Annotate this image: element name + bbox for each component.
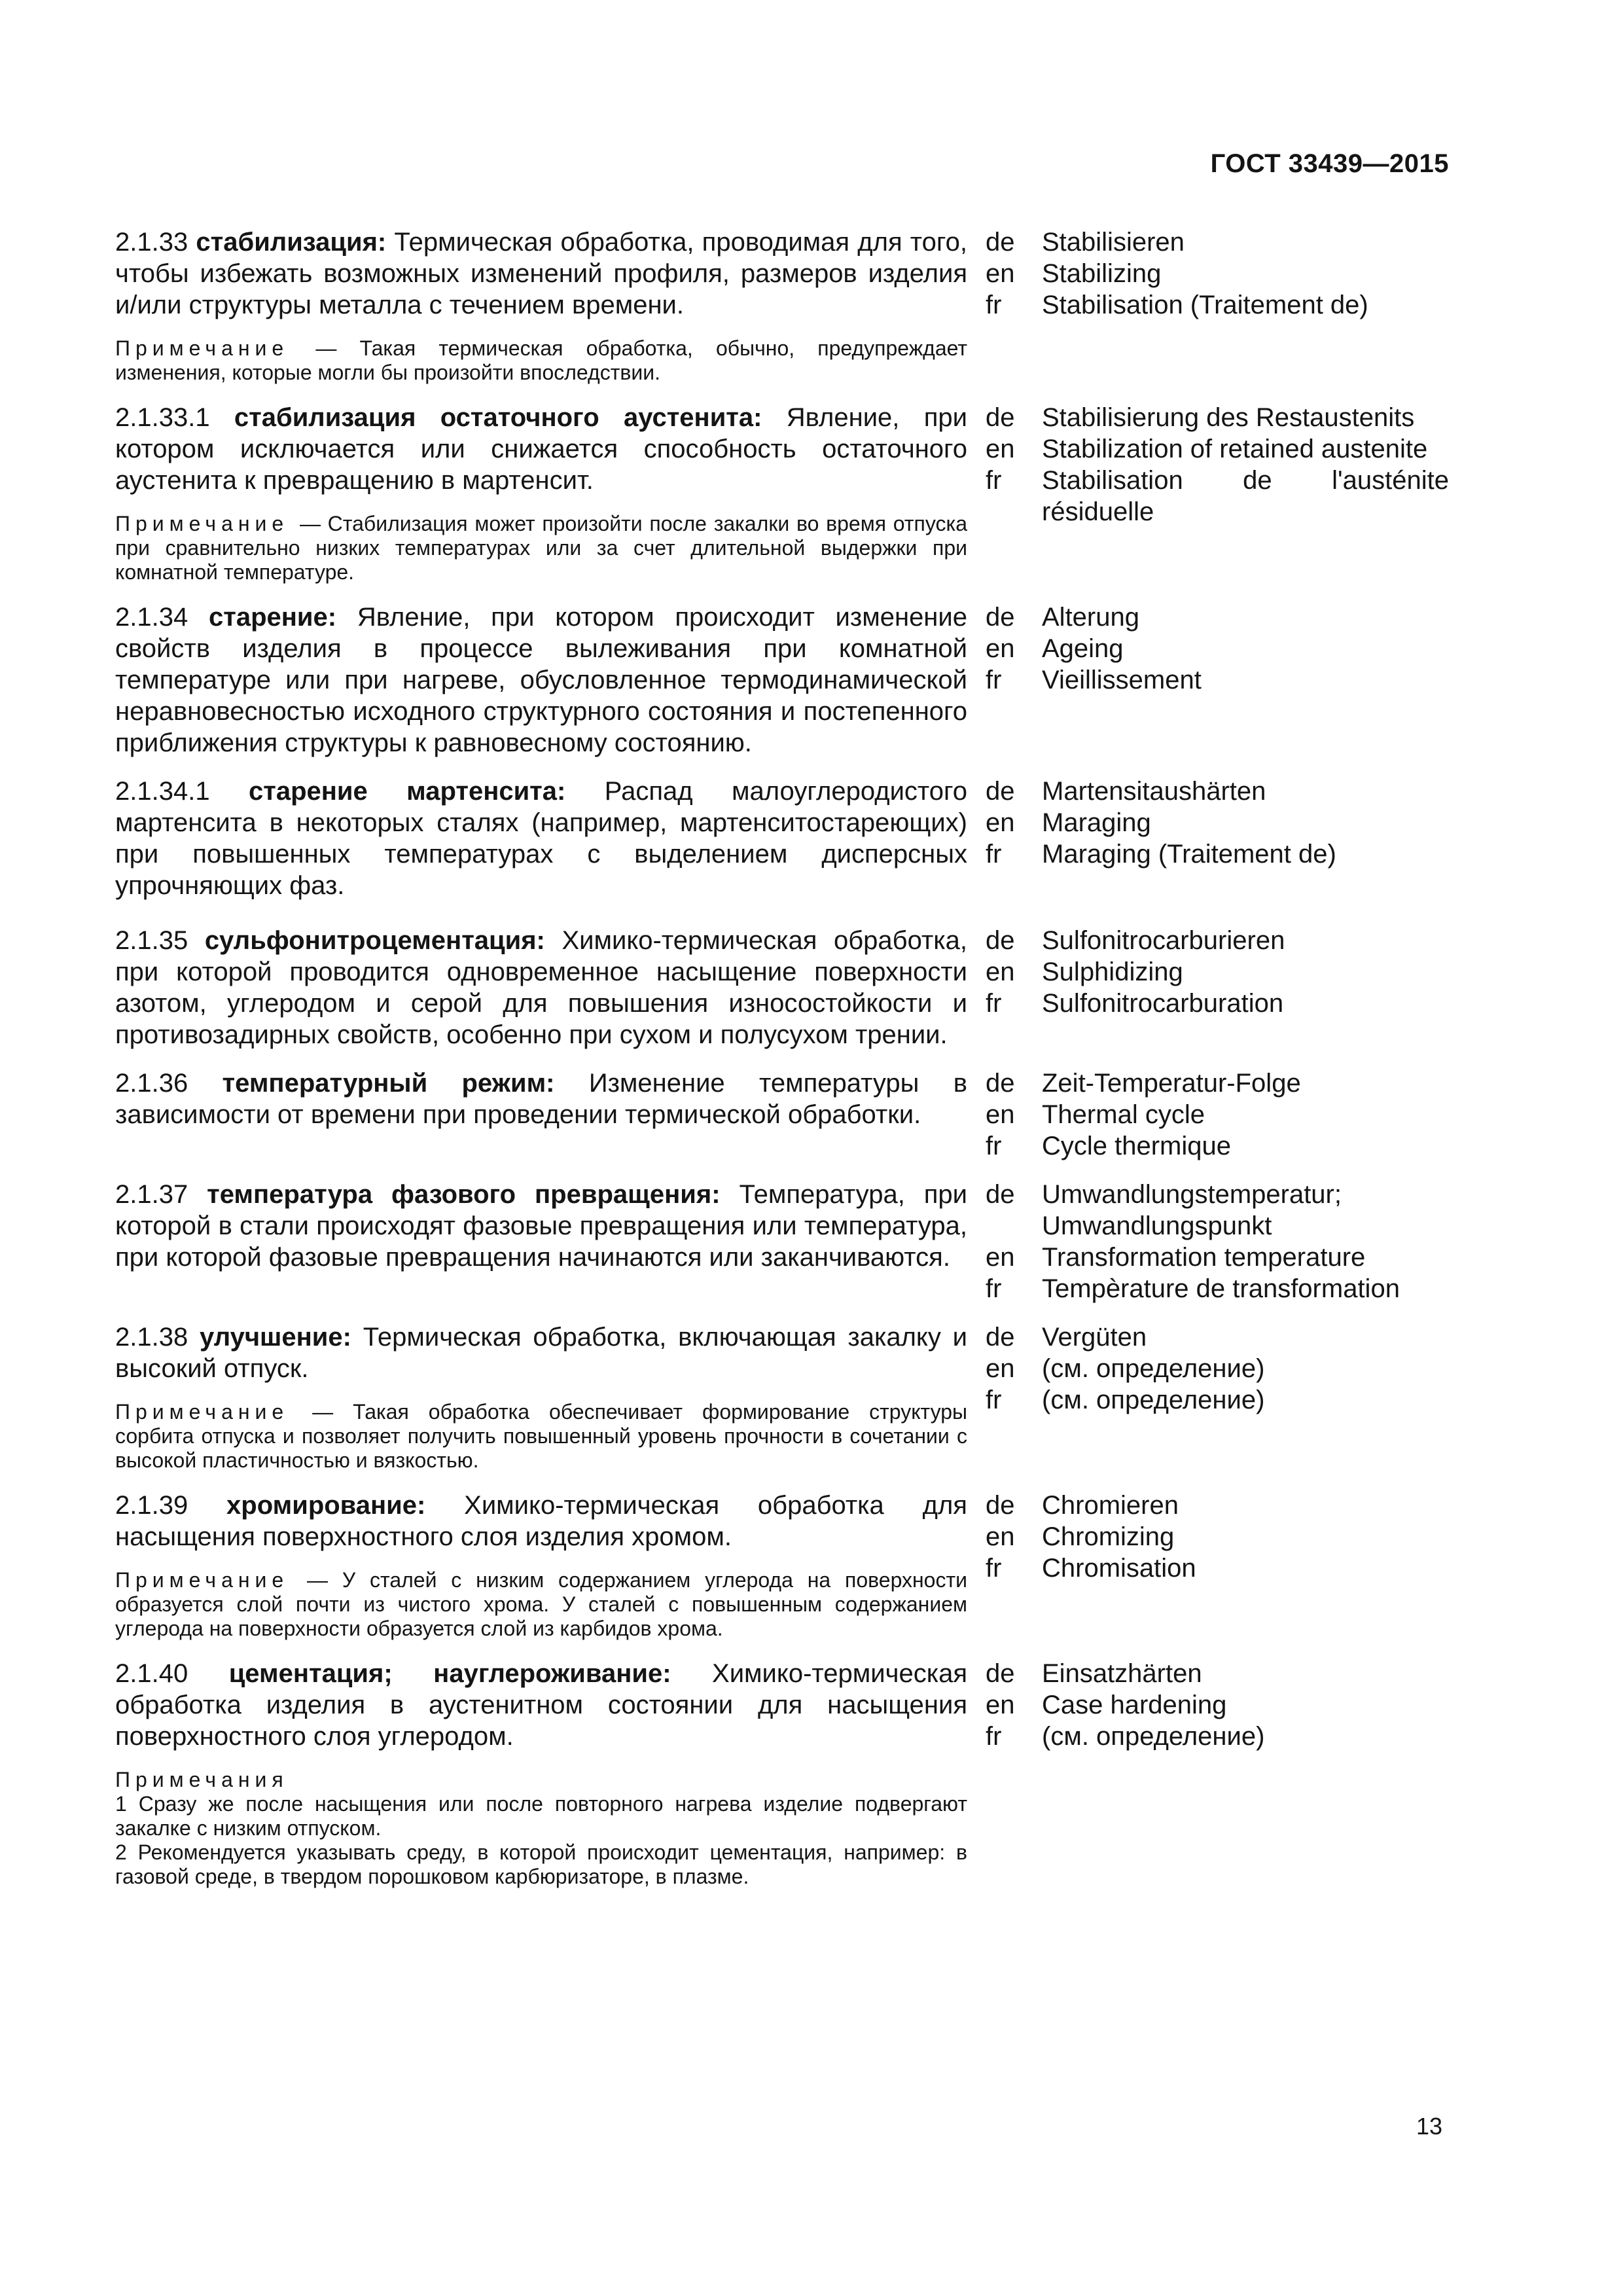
equivalent-de <box>967 1658 1449 1689</box>
equivalent-en <box>967 1689 1449 1721</box>
equivalent-fr <box>967 1273 1449 1304</box>
lang-code: de <box>986 1323 1015 1352</box>
term-title: сульфонитроцементация: <box>204 926 545 955</box>
lang-code: en <box>986 1354 1015 1383</box>
lang-code: de <box>986 603 1015 632</box>
term-title: стабилизация остаточного аустенита: <box>234 403 762 432</box>
equivalent-de <box>967 1179 1449 1242</box>
equivalent-de <box>967 1321 1449 1353</box>
term-title: температура фазового превращения: <box>207 1180 721 1209</box>
equivalent-term: Stabilisierung des Restaustenits <box>1042 403 1415 432</box>
term-entry-2-1-40 <box>115 1658 1449 1889</box>
lang-code: fr <box>986 989 1002 1018</box>
equivalent-de <box>967 226 1449 258</box>
equivalent-term: Martensitaushärten <box>1042 777 1266 806</box>
equivalent-term: Stabilisieren <box>1042 228 1185 257</box>
equivalent-term: Chromisation <box>1042 1554 1196 1583</box>
equivalent-term: Tempèrature de transformation <box>1042 1274 1400 1303</box>
definition <box>115 1321 967 1384</box>
term-number: 2.1.37 <box>115 1180 188 1209</box>
definition-column <box>115 925 967 1050</box>
equivalent-term: Transformation temperature <box>1042 1243 1366 1272</box>
equivalent-fr <box>967 1552 1449 1584</box>
term-title: температурный режим: <box>222 1069 555 1098</box>
equivalent-term: (см. определение) <box>1042 1354 1265 1383</box>
lang-code: en <box>986 808 1015 837</box>
definition-text: Распад малоуглеродистого мартенсита в некоторых сталях (например, мартенситостареющих) при повышенных температурах с выделением дисперсных упрочняющих фаз. <box>115 777 967 900</box>
definition-column <box>115 776 967 901</box>
definition <box>115 601 967 759</box>
definition-text: Термическая обработка, проводимая для того, чтобы избежать возможных изменений профиля, размеров изделия и/или структуры металла с течением времени. <box>115 228 967 319</box>
equivalent-term: (см. определение) <box>1042 1722 1265 1751</box>
note <box>115 336 967 385</box>
equivalent-term: Stabilisation (Traitement de) <box>1042 291 1368 319</box>
note <box>115 1400 967 1473</box>
lang-code: de <box>986 1659 1015 1688</box>
note-text: — Такая обработка обеспечивает формирование структуры сорбита отпуска и позволяет получить повышенный уровень прочности в сочетании с высокой пластичностью и вязкостью. <box>115 1400 968 1472</box>
equivalent-en <box>967 1099 1449 1130</box>
lang-code: de <box>986 403 1015 432</box>
equivalent-term: Zeit-Temperatur-Folge <box>1042 1069 1301 1098</box>
equivalent-term: Maraging (Traitement de) <box>1042 840 1336 869</box>
equivalent-term: Sulfonitrocarburieren <box>1042 926 1285 955</box>
term-title: стабилизация: <box>196 228 387 257</box>
note <box>115 1568 967 1641</box>
definition <box>115 1658 967 1752</box>
equivalents-column <box>967 925 1449 1050</box>
equivalent-en <box>967 1521 1449 1552</box>
lang-code: fr <box>986 666 1002 694</box>
lang-code: en <box>986 435 1015 463</box>
definition-text: Химико-термическая обработка, при которой проводится одновременное насыщение поверхности азотом, углеродом и серой для повышения износостойкости и противозадирных свойств, особенно при сухом и полусухом трении. <box>115 926 967 1049</box>
definition <box>115 1490 967 1552</box>
note-text: — У сталей с низким содержанием углерода на поверхности образуется слой почти из чистого хрома. У сталей с повышенным содержанием углерода на поверхности образуется слой из карбидов хрома. <box>115 1568 968 1640</box>
lang-code: en <box>986 1243 1015 1272</box>
term-entry-2-1-33 <box>115 226 1449 385</box>
lang-code: de <box>986 926 1015 955</box>
lang-code: en <box>986 958 1015 986</box>
definition-text: Явление, при котором исключается или снижается способность остаточного аустенита к превращению в мартенсит. <box>115 403 967 495</box>
equivalent-en <box>967 1353 1449 1384</box>
term-title: хромирование: <box>226 1491 426 1520</box>
term-number: 2.1.34 <box>115 603 188 632</box>
definition <box>115 776 967 901</box>
equivalents-column <box>967 1067 1449 1162</box>
lang-code: fr <box>986 1274 1002 1303</box>
lang-code: de <box>986 777 1015 806</box>
equivalent-term: Einsatzhärten <box>1042 1659 1202 1688</box>
definition-column <box>115 402 967 584</box>
equivalent-fr <box>967 289 1449 321</box>
equivalent-de <box>967 1067 1449 1099</box>
definition-text: Изменение температуры в зависимости от времени при проведении термической обработки. <box>115 1069 967 1129</box>
definition-column <box>115 1179 967 1304</box>
note-item-1: 1 Сразу же после насыщения или после повторного нагрева изделие подвергают закалке с низким отпуском. <box>115 1792 967 1840</box>
lang-code: en <box>986 1522 1015 1551</box>
note-item-2: 2 Рекомендуется указывать среду, в которой происходит цементация, например: в газовой среде, в твердом порошковом карбюризаторе, в плазме. <box>115 1840 967 1888</box>
lang-code: fr <box>986 1386 1002 1414</box>
terms-content <box>115 226 1449 1889</box>
definition <box>115 226 967 321</box>
note-label: Примечание <box>115 1568 289 1592</box>
definition-text: Термическая обработка, включающая закалку и высокий отпуск. <box>115 1323 967 1383</box>
term-number: 2.1.35 <box>115 926 188 955</box>
term-entry-2-1-35 <box>115 925 1449 1050</box>
lang-code: en <box>986 1691 1015 1719</box>
equivalent-term: Stabilisation de l'austénite résiduelle <box>1042 466 1449 526</box>
equivalents-column <box>967 402 1449 584</box>
note-text: — Стабилизация может произойти после закалки во время отпуска при сравнительно низких температурах или за счет длительной выдержки при комнатной температуре. <box>115 512 968 584</box>
equivalent-term: Vergüten <box>1042 1323 1147 1352</box>
equivalent-de <box>967 776 1449 807</box>
definition-column <box>115 1658 967 1889</box>
equivalents-column <box>967 601 1449 759</box>
definition <box>115 925 967 1050</box>
term-entry-2-1-34-1 <box>115 776 1449 901</box>
equivalent-term: Chromizing <box>1042 1522 1175 1551</box>
term-number: 2.1.33 <box>115 228 188 257</box>
equivalent-en <box>967 633 1449 664</box>
equivalent-term: Thermal cycle <box>1042 1100 1205 1129</box>
equivalent-fr <box>967 664 1449 696</box>
term-number: 2.1.34.1 <box>115 777 210 806</box>
lang-code: fr <box>986 1132 1002 1160</box>
definition <box>115 402 967 496</box>
equivalent-term: (см. определение) <box>1042 1386 1265 1414</box>
equivalent-fr <box>967 1721 1449 1752</box>
term-title: улучшение: <box>199 1323 351 1352</box>
term-title: старение мартенсита: <box>248 777 566 806</box>
term-entry-2-1-36 <box>115 1067 1449 1162</box>
equivalents-column <box>967 1490 1449 1641</box>
equivalent-term: Vieillissement <box>1042 666 1202 694</box>
equivalent-fr <box>967 465 1449 528</box>
equivalents-column <box>967 1321 1449 1473</box>
term-title: старение: <box>208 603 337 632</box>
lang-code: fr <box>986 840 1002 869</box>
equivalent-fr <box>967 988 1449 1019</box>
definition-column <box>115 601 967 759</box>
note-label: Примечание <box>115 1400 289 1424</box>
lang-code: de <box>986 1180 1015 1209</box>
note-text: — Такая термическая обработка, обычно, предупреждает изменения, которые могли бы произойти впоследствии. <box>115 336 968 384</box>
term-number: 2.1.36 <box>115 1069 188 1098</box>
equivalent-fr <box>967 838 1449 870</box>
equivalent-term: Stabilization of retained austenite <box>1042 435 1428 463</box>
equivalents-column <box>967 226 1449 385</box>
equivalent-term: Umwandlungstemperatur; Umwandlungspunkt <box>1042 1180 1342 1240</box>
equivalent-term: Cycle thermique <box>1042 1132 1232 1160</box>
lang-code: en <box>986 634 1015 663</box>
equivalent-en <box>967 807 1449 838</box>
definition-column <box>115 1067 967 1162</box>
equivalent-de <box>967 925 1449 956</box>
definition <box>115 1179 967 1273</box>
lang-code: en <box>986 259 1015 288</box>
definition-text: Химико-термическая обработка изделия в аустенитном состоянии для насыщения поверхностного слоя углеродом. <box>115 1659 967 1751</box>
equivalent-term: Sulfonitrocarburation <box>1042 989 1284 1018</box>
equivalent-term: Sulphidizing <box>1042 958 1183 986</box>
equivalent-de <box>967 1490 1449 1521</box>
term-number: 2.1.40 <box>115 1659 188 1688</box>
equivalents-column <box>967 776 1449 901</box>
equivalent-fr <box>967 1384 1449 1416</box>
equivalent-en <box>967 1242 1449 1273</box>
term-number: 2.1.39 <box>115 1491 188 1520</box>
definition-text: Температура, при которой в стали происходят фазовые превращения или температура, при которой фазовые превращения начинаются или заканчиваются. <box>115 1180 967 1272</box>
term-entry-2-1-34 <box>115 601 1449 759</box>
lang-code: de <box>986 228 1015 257</box>
definition <box>115 1067 967 1130</box>
note-label: Примечание <box>115 336 289 360</box>
term-entry-2-1-37 <box>115 1179 1449 1304</box>
term-number: 2.1.38 <box>115 1323 188 1352</box>
notes-label: Примечания <box>115 1768 289 1791</box>
definition-column <box>115 226 967 385</box>
definition-column <box>115 1321 967 1473</box>
note-label: Примечание <box>115 512 289 535</box>
term-number: 2.1.33.1 <box>115 403 210 432</box>
equivalent-term: Stabilizing <box>1042 259 1162 288</box>
page-header-standard-id: ГОСТ 33439—2015 <box>1210 149 1449 178</box>
lang-code: fr <box>986 466 1002 495</box>
equivalent-fr <box>967 1130 1449 1162</box>
term-entry-2-1-38 <box>115 1321 1449 1473</box>
equivalent-term: Chromieren <box>1042 1491 1179 1520</box>
equivalent-en <box>967 956 1449 988</box>
lang-code: fr <box>986 1554 1002 1583</box>
definition-column <box>115 1490 967 1641</box>
lang-code: de <box>986 1069 1015 1098</box>
equivalent-term: Alterung <box>1042 603 1139 632</box>
lang-code: fr <box>986 291 1002 319</box>
note <box>115 512 967 584</box>
notes-heading <box>115 1768 967 1792</box>
definition-text: Явление, при котором происходит изменение свойств изделия в процессе вылеживания при комнатной температуре или при нагреве, обусловленное термодинамической неравновесностью исходного структурного состояния и постепенного приближения структуры к равновесному состоянию. <box>115 603 967 757</box>
equivalent-term: Case hardening <box>1042 1691 1227 1719</box>
equivalent-de <box>967 601 1449 633</box>
equivalent-de <box>967 402 1449 433</box>
equivalents-column <box>967 1658 1449 1889</box>
equivalents-column <box>967 1179 1449 1304</box>
term-entry-2-1-33-1 <box>115 402 1449 584</box>
equivalent-term: Maraging <box>1042 808 1151 837</box>
definition-text: Химико-термическая обработка для насыщения поверхностного слоя изделия хромом. <box>115 1491 967 1551</box>
lang-code: fr <box>986 1722 1002 1751</box>
equivalent-term: Ageing <box>1042 634 1124 663</box>
equivalent-en <box>967 258 1449 289</box>
equivalent-en <box>967 433 1449 465</box>
lang-code: en <box>986 1100 1015 1129</box>
page-number: 13 <box>1416 2113 1442 2140</box>
term-entry-2-1-39 <box>115 1490 1449 1641</box>
term-title: цементация; науглероживание: <box>228 1659 671 1688</box>
lang-code: de <box>986 1491 1015 1520</box>
